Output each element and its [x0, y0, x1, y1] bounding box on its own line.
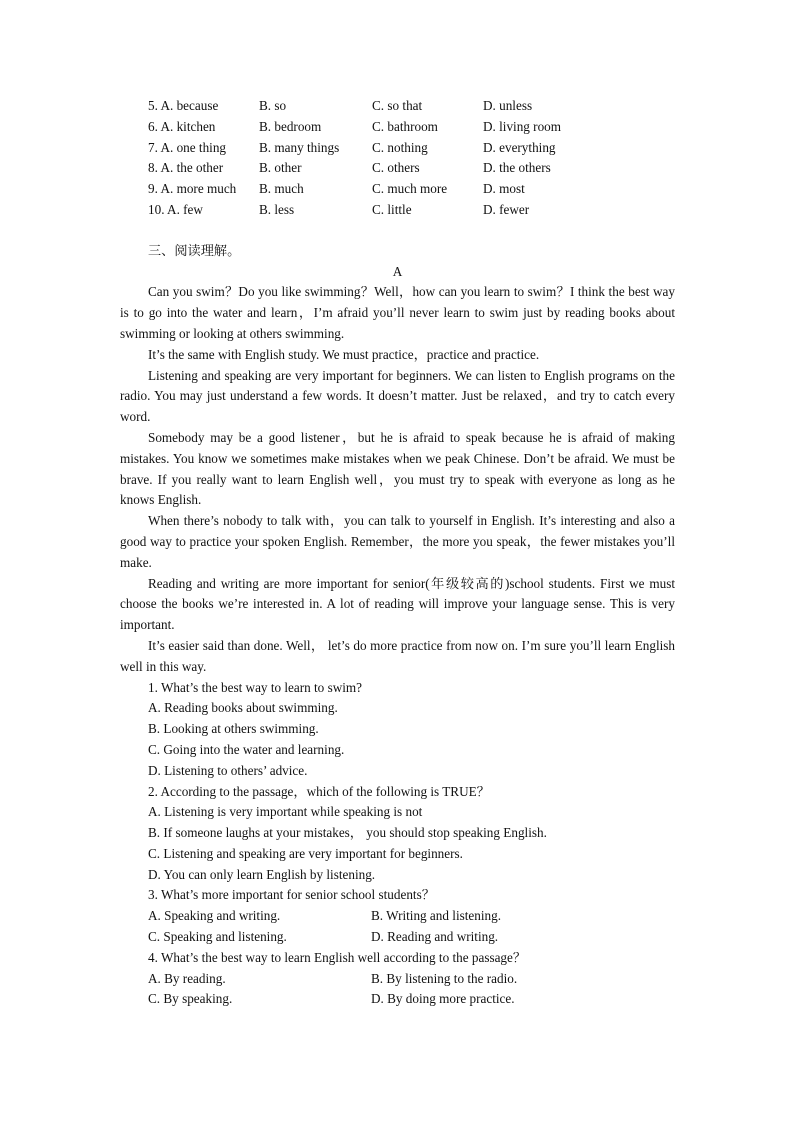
option-row-6 [120, 117, 675, 138]
answer-option: B. Writing and listening. [371, 908, 501, 924]
option-a: 8. A. the other [148, 160, 224, 176]
question-stem: 4. What’s the best way to learn English well according to the passage？ [148, 949, 527, 965]
option-c: C. much more [372, 181, 448, 197]
passage-letter: A [392, 263, 403, 279]
answer-option-row [120, 927, 675, 948]
answer-option: A. Reading books about swimming. [148, 700, 338, 716]
option-b: B. bedroom [259, 118, 322, 134]
question-2 [120, 782, 675, 886]
reading-passage [120, 282, 675, 677]
cloze-options [120, 96, 675, 221]
option-d: D. living room [483, 118, 562, 134]
answer-option: B. Looking at others swimming. [148, 721, 319, 737]
answer-option: C. By speaking. [148, 991, 233, 1007]
answer-option: B. If someone laughs at your mistakes， you should stop speaking English. [148, 825, 547, 841]
option-row-9 [120, 179, 675, 200]
option-c: C. little [372, 201, 412, 217]
question-4 [120, 948, 675, 1010]
option-b: B. so [259, 98, 287, 113]
answer-option: A. By reading. [148, 970, 226, 986]
option-c: C. nothing [372, 139, 428, 155]
option-row-5 [120, 96, 675, 117]
question-3 [120, 885, 675, 947]
option-a: 9. A. more much [148, 181, 237, 197]
answer-option: D. Listening to others’ advice. [148, 762, 308, 778]
passage-paragraph: It’s the same with English study. We must practice，practice and practice. [148, 346, 540, 362]
option-c: C. others [372, 160, 420, 176]
option-row-7 [120, 138, 675, 159]
section-title: 三、阅读理解。 [148, 242, 241, 258]
option-d: D. the others [483, 160, 551, 176]
passage-paragraph: Listening and speaking are very important for beginners. We can listen to English programs on the radio. You may just understand a few words. It doesn’t matter. Just be relaxed，and try to catch every word. [120, 367, 675, 425]
answer-option: D. Reading and writing. [371, 929, 499, 945]
option-d: D. fewer [483, 201, 530, 217]
option-row-8 [120, 158, 675, 179]
answer-option: C. Listening and speaking are very important for beginners. [148, 845, 463, 861]
option-a: 5. A. because [148, 98, 219, 113]
answer-option-row [120, 906, 675, 927]
passage-paragraph: Can you swim？Do you like swimming？Well，how can you learn to swim？I think the best way is to go into the water and learn，I’m afraid you’ll never learn to swim just by reading books about swimming or looking at others swimming. [120, 284, 675, 341]
answer-option-row [120, 989, 675, 1010]
option-b: B. much [259, 181, 304, 197]
option-c: C. bathroom [372, 118, 438, 134]
question-stem: 2. According to the passage，which of the following is TRUE？ [148, 783, 490, 799]
option-d: D. everything [483, 139, 556, 155]
question-stem: 1. What’s the best way to learn to swim? [148, 679, 363, 695]
passage-paragraph: When there’s nobody to talk with，you can talk to yourself in English. It’s interesting and also a good way to practice your spoken English. Remember，the more you speak，the fewer mistakes you’ll make. [120, 513, 675, 570]
option-b: B. less [259, 201, 295, 217]
passage-paragraph: Somebody may be a good listener，but he is afraid to speak because he is afraid of making mistakes. You know we sometimes make mistakes when we peak Chinese. Don’t be afraid. We must be brave. If you really want to learn English well，you must try to speak with everyone as long as he knows English. [120, 429, 675, 508]
passage-paragraph: Reading and writing are more important for senior(年级较高的)school students. First we must choose the books we’re interested in. A lot of reading will improve your language sense. This is very important. [120, 575, 675, 633]
option-row-10 [120, 200, 675, 221]
option-b: B. other [259, 160, 302, 176]
answer-option: D. You can only learn English by listening. [148, 866, 376, 882]
option-d: D. unless [483, 98, 533, 113]
option-b: B. many things [259, 139, 340, 155]
option-a: 10. A. few [148, 201, 203, 217]
option-a: 7. A. one thing [148, 139, 227, 155]
question-1 [120, 678, 675, 782]
answer-option: D. By doing more practice. [371, 991, 515, 1007]
answer-option: C. Going into the water and learning. [148, 741, 345, 757]
answer-option: A. Listening is very important while speaking is not [148, 804, 423, 820]
option-c: C. so that [372, 98, 423, 113]
passage-paragraph: It’s easier said than done. Well， let’s do more practice from now on. I’m sure you’ll learn English well in this way. [120, 637, 675, 674]
answer-option: C. Speaking and listening. [148, 929, 287, 945]
answer-option: A. Speaking and writing. [148, 908, 281, 924]
answer-option-row [120, 969, 675, 990]
option-d: D. most [483, 181, 525, 197]
question-stem: 3. What’s more important for senior school students？ [148, 887, 435, 903]
option-a: 6. A. kitchen [148, 118, 216, 134]
answer-option: B. By listening to the radio. [371, 970, 518, 986]
document-content [120, 96, 675, 1010]
